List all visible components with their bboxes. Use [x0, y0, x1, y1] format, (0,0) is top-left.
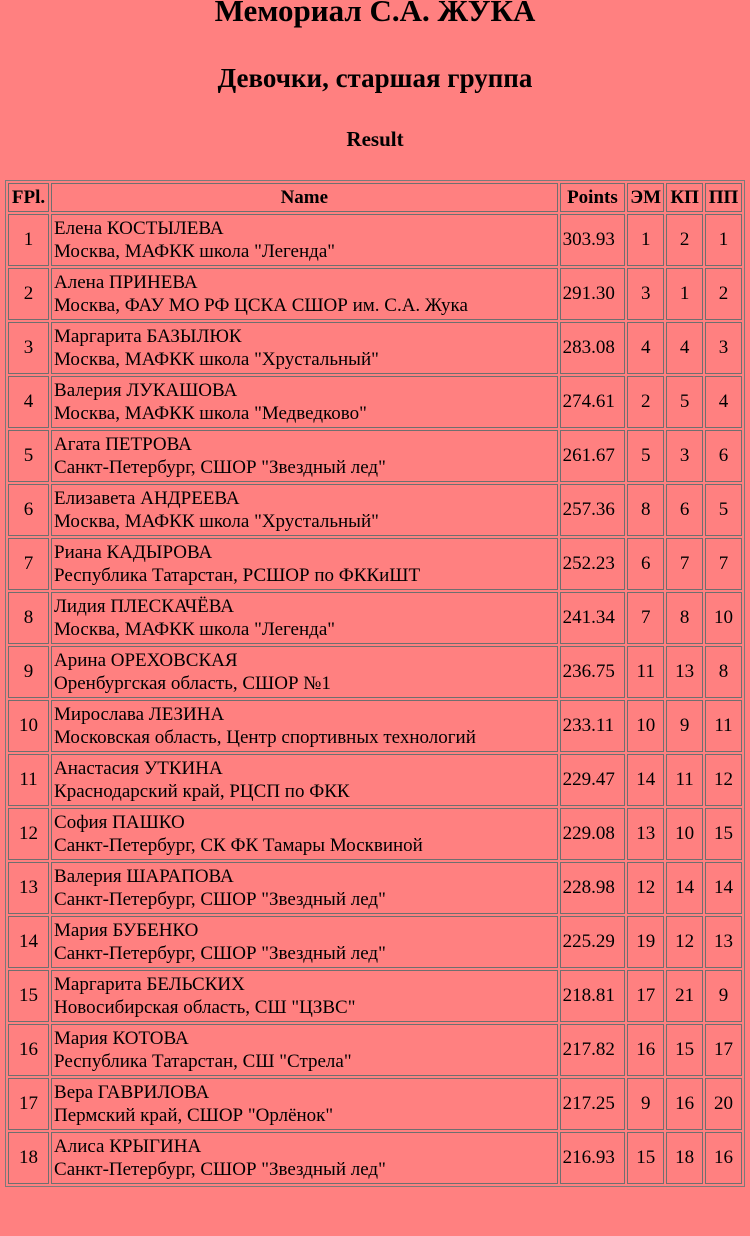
kp-place-cell: 14	[666, 862, 703, 914]
skater-cell	[51, 322, 558, 374]
em-place-cell: 17	[627, 970, 664, 1022]
pp-place-cell: 2	[705, 268, 742, 320]
points-cell: 229.47	[560, 754, 626, 806]
column-header-pp: ПП	[705, 183, 742, 212]
em-place-cell: 12	[627, 862, 664, 914]
skater-club: Москва, МАФКК школа "Легенда"	[54, 619, 336, 640]
table-row	[8, 376, 742, 428]
skater-cell	[51, 808, 558, 860]
pp-place-cell: 13	[705, 916, 742, 968]
em-place-cell: 4	[627, 322, 664, 374]
skater-cell	[51, 268, 558, 320]
skater-club: Пермский край, СШОР "Орлёнок"	[54, 1105, 334, 1126]
pp-place-cell: 12	[705, 754, 742, 806]
kp-place-cell: 6	[666, 484, 703, 536]
em-place-cell: 9	[627, 1078, 664, 1130]
skater-cell	[51, 1132, 558, 1184]
kp-place-cell: 1	[666, 268, 703, 320]
em-place-cell: 10	[627, 700, 664, 752]
pp-place-cell: 6	[705, 430, 742, 482]
table-row	[8, 700, 742, 752]
skater-name: Елизавета АНДРЕЕВА	[54, 488, 240, 509]
em-place-cell: 2	[627, 376, 664, 428]
kp-place-cell: 18	[666, 1132, 703, 1184]
points-cell: 229.08	[560, 808, 626, 860]
skater-name: Алиса КРЫГИНА	[54, 1136, 202, 1157]
skater-name: Лидия ПЛЕСКАЧЁВА	[54, 596, 234, 617]
skater-cell	[51, 484, 558, 536]
skater-cell	[51, 862, 558, 914]
points-cell: 252.23	[560, 538, 626, 590]
column-header-points: Points	[560, 183, 626, 212]
skater-name: Елена КОСТЫЛЕВА	[54, 218, 224, 239]
points-cell: 257.36	[560, 484, 626, 536]
skater-name: Мария КОТОВА	[54, 1028, 189, 1049]
skater-club: Санкт-Петербург, СШОР "Звездный лед"	[54, 457, 386, 478]
place-cell: 18	[8, 1132, 49, 1184]
em-place-cell: 8	[627, 484, 664, 536]
em-place-cell: 5	[627, 430, 664, 482]
em-place-cell: 19	[627, 916, 664, 968]
skater-name: Анастасия УТКИНА	[54, 758, 223, 779]
skater-cell	[51, 754, 558, 806]
skater-club: Москва, МАФКК школа "Хрустальный"	[54, 511, 379, 532]
skater-cell	[51, 376, 558, 428]
skater-cell	[51, 916, 558, 968]
results-table-body	[8, 214, 742, 1184]
place-cell: 9	[8, 646, 49, 698]
skater-club: Санкт-Петербург, СШОР "Звездный лед"	[54, 1159, 386, 1180]
pp-place-cell: 10	[705, 592, 742, 644]
kp-place-cell: 8	[666, 592, 703, 644]
skater-name: Валерия ШАРАПОВА	[54, 866, 234, 887]
place-cell: 10	[8, 700, 49, 752]
pp-place-cell: 11	[705, 700, 742, 752]
place-cell: 2	[8, 268, 49, 320]
pp-place-cell: 14	[705, 862, 742, 914]
table-row	[8, 862, 742, 914]
skater-cell	[51, 646, 558, 698]
kp-place-cell: 5	[666, 376, 703, 428]
skater-name: София ПАШКО	[54, 812, 185, 833]
table-row	[8, 268, 742, 320]
skater-name: Валерия ЛУКАШОВА	[54, 380, 238, 401]
place-cell: 15	[8, 970, 49, 1022]
points-cell: 218.81	[560, 970, 626, 1022]
place-cell: 6	[8, 484, 49, 536]
skater-club: Новосибирская область, СШ "ЦЗВС"	[54, 997, 356, 1018]
points-cell: 217.82	[560, 1024, 626, 1076]
em-place-cell: 11	[627, 646, 664, 698]
skater-club: Москва, МАФКК школа "Медведково"	[54, 403, 367, 424]
table-row	[8, 916, 742, 968]
skater-name: Маргарита БЕЛЬСКИХ	[54, 974, 245, 995]
place-cell: 7	[8, 538, 49, 590]
skater-club: Московская область, Центр спортивных технологий	[54, 727, 476, 748]
table-row	[8, 484, 742, 536]
skater-club: Санкт-Петербург, СШОР "Звездный лед"	[54, 943, 386, 964]
kp-place-cell: 11	[666, 754, 703, 806]
place-cell: 3	[8, 322, 49, 374]
table-row	[8, 646, 742, 698]
skater-club: Оренбургская область, СШОР №1	[54, 673, 331, 694]
em-place-cell: 14	[627, 754, 664, 806]
kp-place-cell: 9	[666, 700, 703, 752]
skater-club: Санкт-Петербург, СШОР "Звездный лед"	[54, 889, 386, 910]
skater-cell	[51, 1024, 558, 1076]
skater-club: Санкт-Петербург, СК ФК Тамары Москвиной	[54, 835, 423, 856]
skater-name: Маргарита БАЗЫЛЮК	[54, 326, 242, 347]
place-cell: 11	[8, 754, 49, 806]
skater-name: Арина ОРЕХОВСКАЯ	[54, 650, 238, 671]
pp-place-cell: 1	[705, 214, 742, 266]
table-row	[8, 592, 742, 644]
skater-name: Риана КАДЫРОВА	[54, 542, 213, 563]
points-cell: 241.34	[560, 592, 626, 644]
place-cell: 12	[8, 808, 49, 860]
place-cell: 16	[8, 1024, 49, 1076]
place-cell: 8	[8, 592, 49, 644]
table-row	[8, 214, 742, 266]
skater-name: Агата ПЕТРОВА	[54, 434, 192, 455]
pp-place-cell: 15	[705, 808, 742, 860]
skater-club: Краснодарский край, РЦСП по ФКК	[54, 781, 350, 802]
em-place-cell: 3	[627, 268, 664, 320]
table-row	[8, 1132, 742, 1184]
pp-place-cell: 16	[705, 1132, 742, 1184]
kp-place-cell: 16	[666, 1078, 703, 1130]
pp-place-cell: 20	[705, 1078, 742, 1130]
table-row	[8, 754, 742, 806]
place-cell: 14	[8, 916, 49, 968]
points-cell: 217.25	[560, 1078, 626, 1130]
pp-place-cell: 8	[705, 646, 742, 698]
skater-cell	[51, 592, 558, 644]
kp-place-cell: 7	[666, 538, 703, 590]
points-cell: 283.08	[560, 322, 626, 374]
skater-name: Алена ПРИНЕВА	[54, 272, 198, 293]
points-cell: 225.29	[560, 916, 626, 968]
kp-place-cell: 13	[666, 646, 703, 698]
place-cell: 13	[8, 862, 49, 914]
skater-club: Москва, МАФКК школа "Хрустальный"	[54, 349, 379, 370]
table-row	[8, 430, 742, 482]
kp-place-cell: 15	[666, 1024, 703, 1076]
em-place-cell: 6	[627, 538, 664, 590]
skater-name: Вера ГАВРИЛОВА	[54, 1082, 210, 1103]
table-header-row	[8, 183, 742, 212]
skater-cell	[51, 970, 558, 1022]
skater-club: Республика Татарстан, РСШОР по ФККиШТ	[54, 565, 421, 586]
kp-place-cell: 21	[666, 970, 703, 1022]
em-place-cell: 16	[627, 1024, 664, 1076]
place-cell: 5	[8, 430, 49, 482]
pp-place-cell: 9	[705, 970, 742, 1022]
column-header-name: Name	[51, 183, 558, 212]
em-place-cell: 7	[627, 592, 664, 644]
skater-cell	[51, 214, 558, 266]
points-cell: 216.93	[560, 1132, 626, 1184]
pp-place-cell: 7	[705, 538, 742, 590]
skater-cell	[51, 538, 558, 590]
results-table	[5, 180, 745, 1187]
pp-place-cell: 3	[705, 322, 742, 374]
event-title: Мемориал С.А. ЖУКА	[214, 0, 536, 28]
table-row	[8, 1078, 742, 1130]
skater-cell	[51, 700, 558, 752]
table-row	[8, 538, 742, 590]
place-cell: 17	[8, 1078, 49, 1130]
table-row	[8, 970, 742, 1022]
place-cell: 4	[8, 376, 49, 428]
points-cell: 303.93	[560, 214, 626, 266]
kp-place-cell: 3	[666, 430, 703, 482]
points-cell: 291.30	[560, 268, 626, 320]
points-cell: 274.61	[560, 376, 626, 428]
skater-club: Республика Татарстан, СШ "Стрела"	[54, 1051, 352, 1072]
skater-club: Москва, ФАУ МО РФ ЦСКА СШОР им. С.А. Жука	[54, 295, 468, 316]
section-title: Result	[346, 127, 404, 151]
points-cell: 261.67	[560, 430, 626, 482]
skater-cell	[51, 1078, 558, 1130]
category-title: Девочки, старшая группа	[217, 63, 533, 93]
skater-club: Москва, МАФКК школа "Легенда"	[54, 241, 336, 262]
kp-place-cell: 10	[666, 808, 703, 860]
column-header-place: FPl.	[8, 183, 49, 212]
kp-place-cell: 4	[666, 322, 703, 374]
em-place-cell: 13	[627, 808, 664, 860]
points-cell: 228.98	[560, 862, 626, 914]
table-row	[8, 322, 742, 374]
skater-name: Мария БУБЕНКО	[54, 920, 199, 941]
points-cell: 233.11	[560, 700, 626, 752]
place-cell: 1	[8, 214, 49, 266]
table-row	[8, 1024, 742, 1076]
pp-place-cell: 5	[705, 484, 742, 536]
column-header-em: ЭМ	[627, 183, 664, 212]
column-header-kp: КП	[666, 183, 703, 212]
pp-place-cell: 17	[705, 1024, 742, 1076]
em-place-cell: 15	[627, 1132, 664, 1184]
skater-name: Мирослава ЛЕЗИНА	[54, 704, 225, 725]
skater-cell	[51, 430, 558, 482]
table-row	[8, 808, 742, 860]
points-cell: 236.75	[560, 646, 626, 698]
pp-place-cell: 4	[705, 376, 742, 428]
kp-place-cell: 12	[666, 916, 703, 968]
kp-place-cell: 2	[666, 214, 703, 266]
em-place-cell: 1	[627, 214, 664, 266]
